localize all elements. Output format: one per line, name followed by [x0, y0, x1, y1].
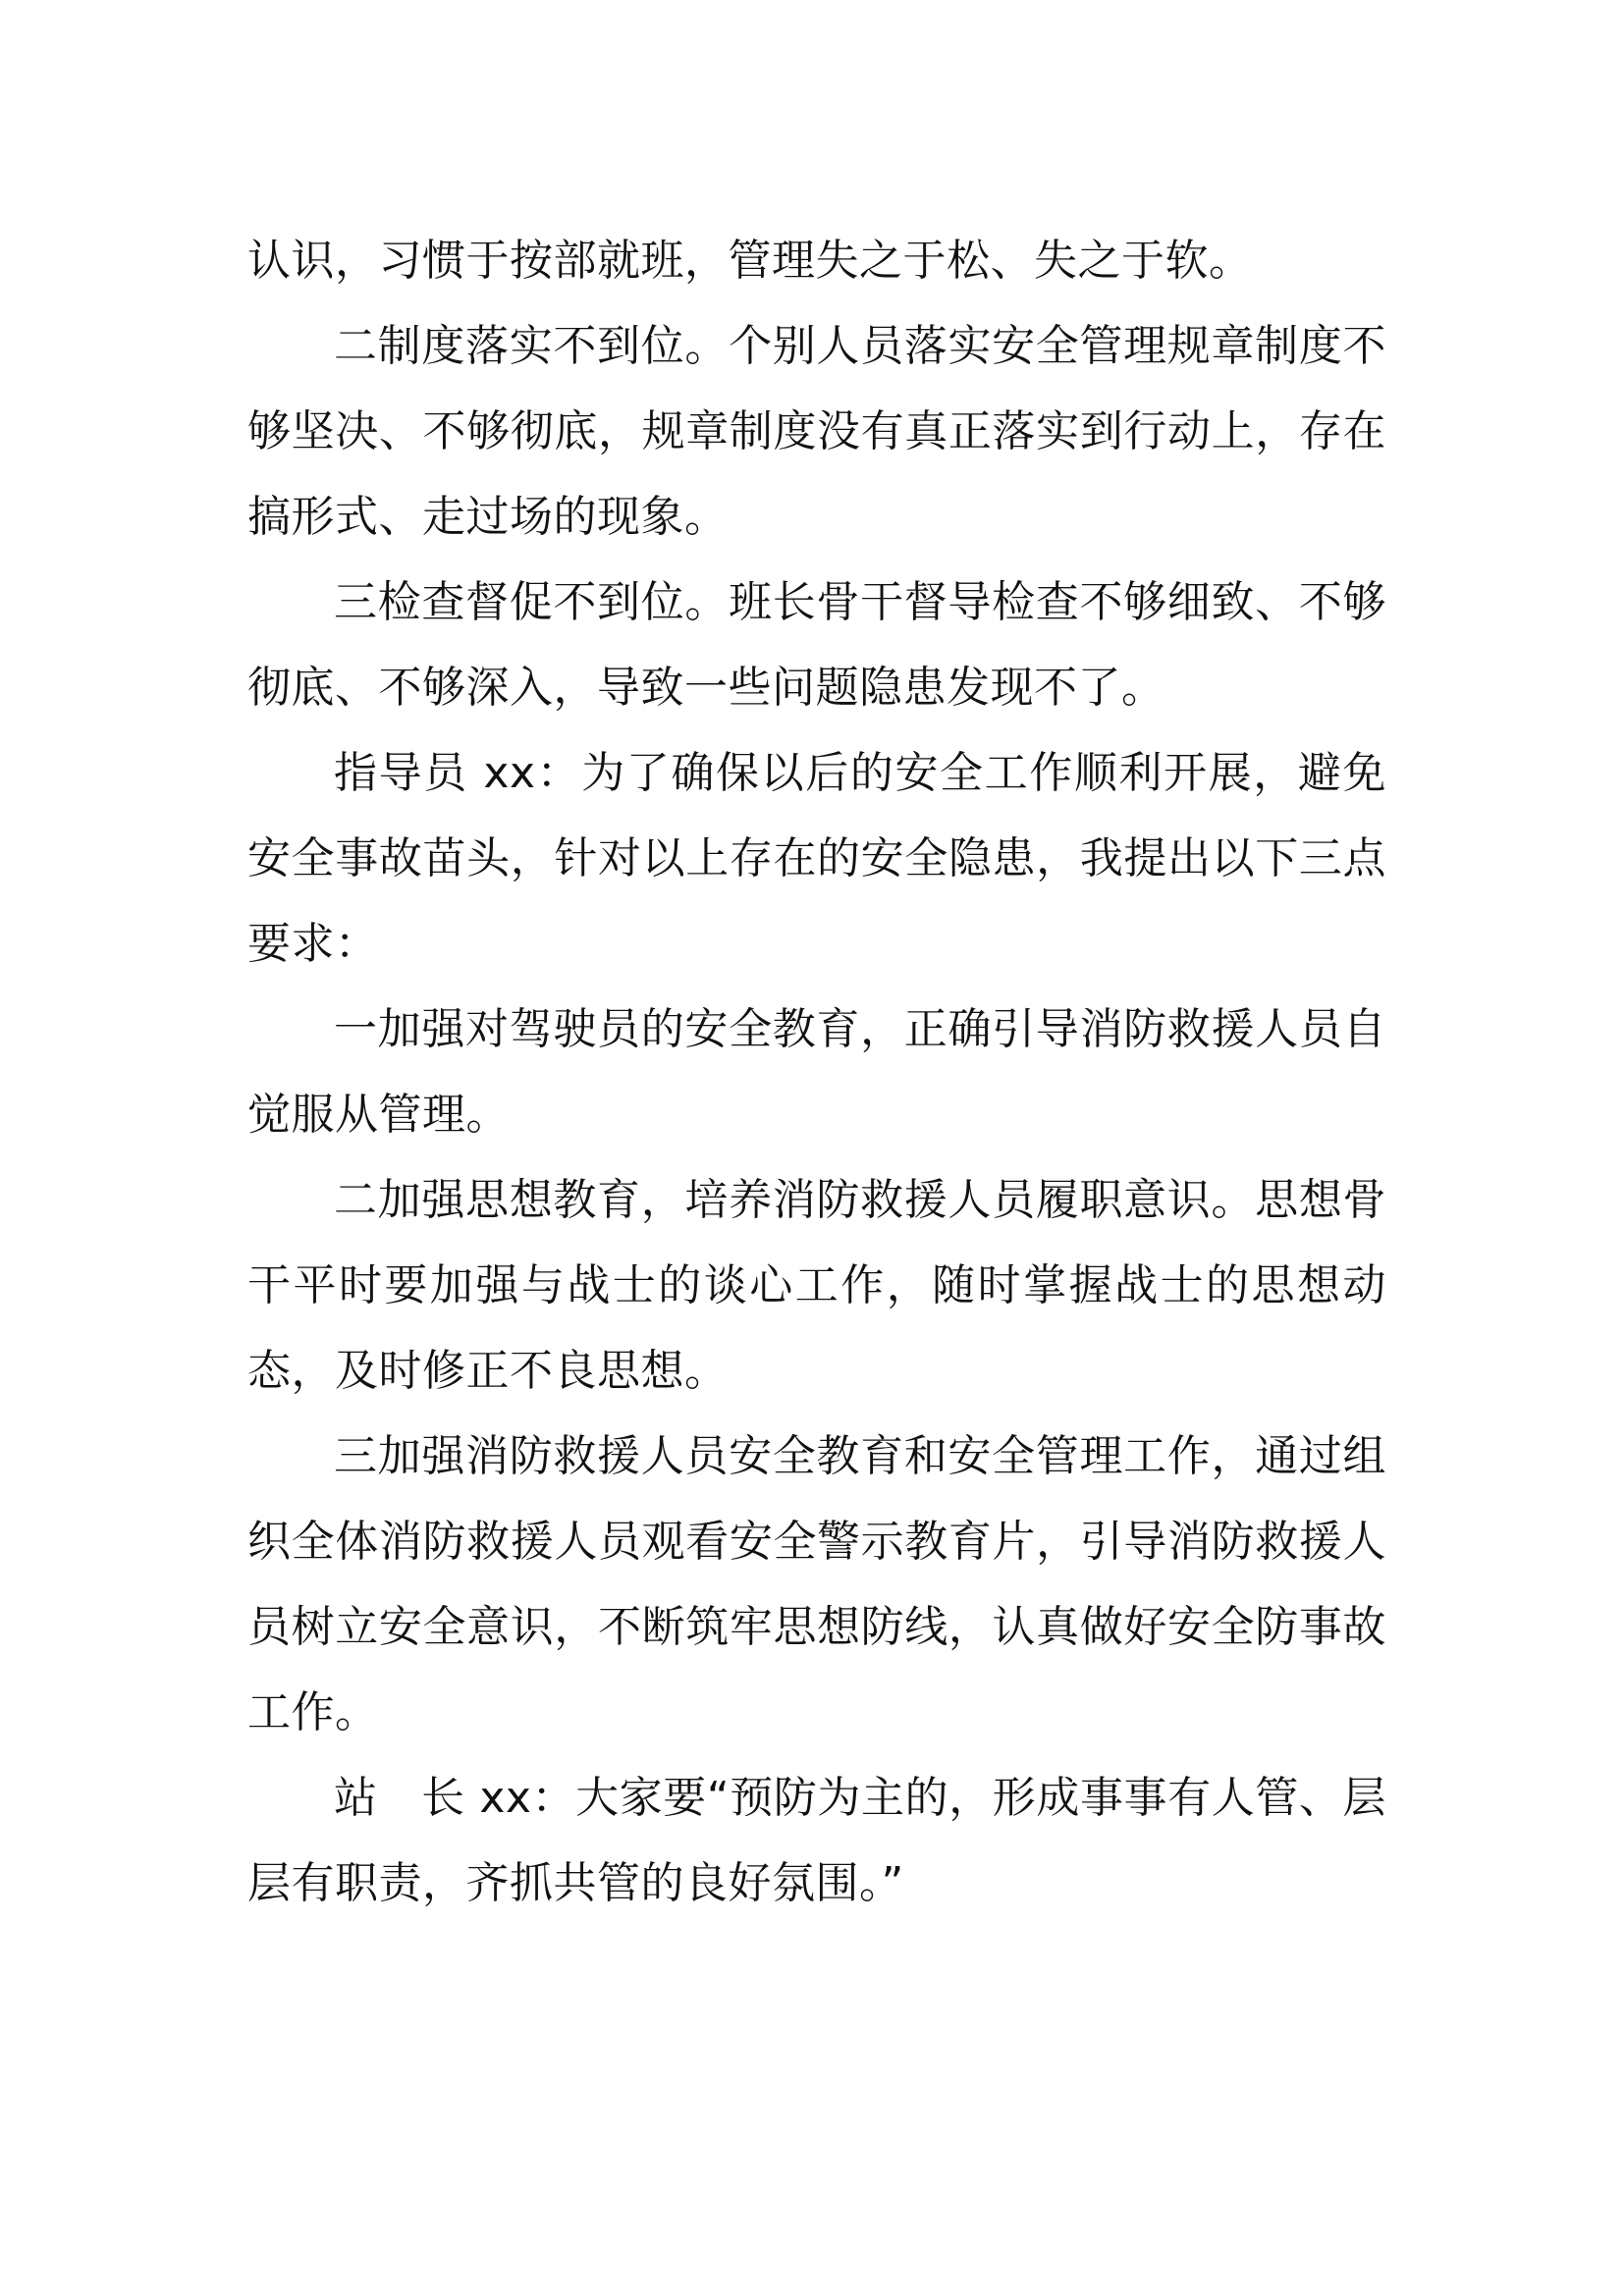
- document-body: [247, 218, 1386, 1926]
- paragraph-system-implementation: 二制度落实不到位。个别人员落实安全管理规章制度不够坚决、不够彻底，规章制度没有真正落实到行动上，存在搞形式、走过场的现象。: [247, 321, 1386, 542]
- paragraph-continuation: 认识，习惯于按部就班，管理失之于松、失之于软。: [247, 236, 1253, 286]
- paragraph-requirement-one: 一加强对驾驶员的安全教育，正确引导消防救援人员自觉服从管理。: [247, 1004, 1386, 1140]
- paragraph-requirement-two: 二加强思想教育，培养消防救援人员履职意识。思想骨干平时要加强与战士的谈心工作，随时掌握战士的思想动态，及时修正不良思想。: [247, 1175, 1386, 1396]
- paragraph-requirement-three: 三加强消防救援人员安全教育和安全管理工作，通过组织全体消防救援人员观看安全警示教育片，引导消防救援人员树立安全意识，不断筑牢思想防线，认真做好安全防事故工作。: [247, 1431, 1386, 1737]
- paragraph-station-chief-remarks: 站 长 xx：大家要“预防为主的，形成事事有人管、层层有职责，齐抓共管的良好氛围。”: [247, 1773, 1386, 1908]
- paragraph-instructor-remarks: 指导员 xx：为了确保以后的安全工作顺利开展，避免安全事故苗头，针对以上存在的安全隐患，我提出以下三点要求：: [247, 748, 1386, 969]
- paragraph-inspection-supervision: 三检查督促不到位。班长骨干督导检查不够细致、不够彻底、不够深入，导致一些问题隐患发现不了。: [247, 577, 1386, 713]
